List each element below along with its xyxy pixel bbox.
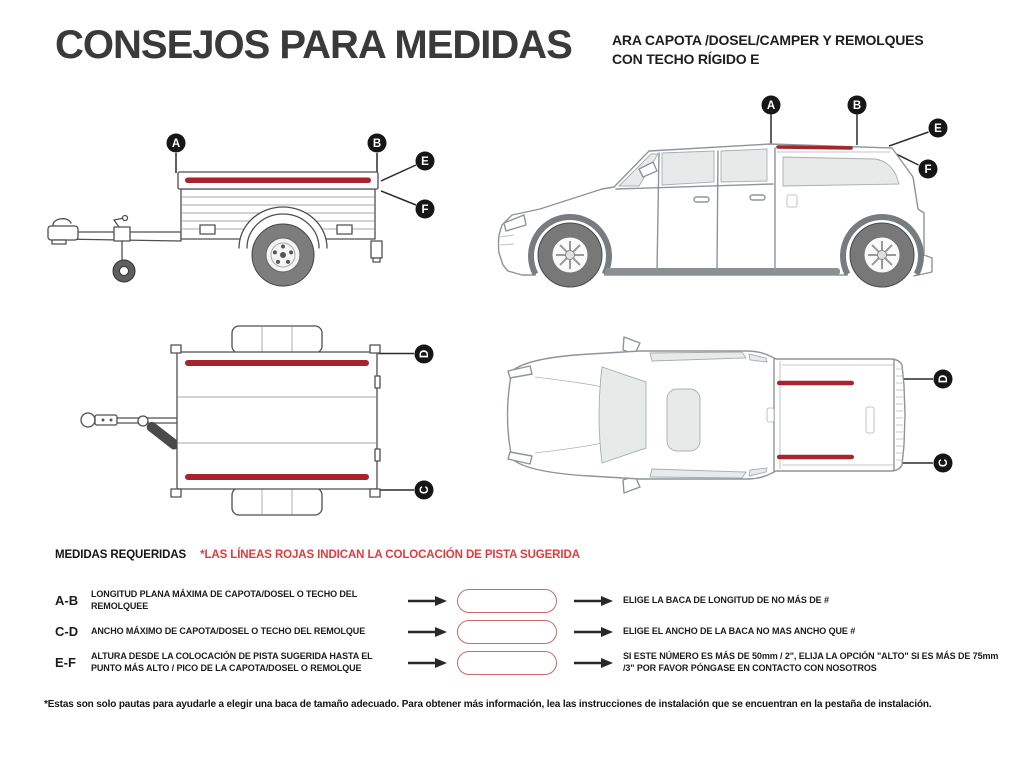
arrow-right-icon	[407, 595, 447, 607]
marker-e-badge	[416, 152, 435, 171]
svg-text:B: B	[852, 100, 862, 113]
svg-text:F: F	[924, 164, 932, 177]
measurement-range-label: C-D	[55, 624, 79, 639]
measurement-row-cd	[55, 616, 1000, 647]
arrow-right-icon	[573, 595, 613, 607]
arrow-right-icon	[407, 626, 447, 638]
page-title: CONSEJOS PARA MEDIDAS	[55, 23, 572, 67]
marker-a-badge	[762, 96, 781, 115]
measurement-row-ab	[55, 585, 1000, 616]
marker-c-badge	[415, 481, 434, 500]
truck-top-art	[508, 337, 906, 493]
suggested-track-line	[185, 178, 371, 184]
truck-side-view-diagram	[490, 85, 980, 310]
page-subtitle	[612, 31, 923, 69]
measurement-row-ef	[55, 647, 1000, 678]
truck-side-art	[499, 144, 933, 287]
marker-connector-lines	[378, 354, 414, 491]
svg-text:C: C	[419, 485, 432, 495]
suggested-track-line	[777, 455, 854, 460]
svg-text:E: E	[934, 123, 942, 136]
marker-e-badge	[929, 119, 948, 138]
measurement-instruction: ELIGE LA BACA DE LONGITUD DE NO MÁS DE #	[623, 594, 829, 605]
measurement-instruction: SI ESTE NÚMERO ES MÁS DE 50mm / 2", ELIJA LA OPCIÓN "ALTO" SI ES MÁS DE 75mm /3" POR FAVOR PÓNGASE EN CONTACTO CON NOSOTROS	[623, 651, 999, 673]
measurement-range-label: A-B	[55, 593, 79, 608]
measurement-write-in-box	[457, 651, 557, 675]
red-lines-note: *LAS LÍNEAS ROJAS INDICAN LA COLOCACIÓN DE PISTA SUGERIDA	[200, 549, 580, 561]
svg-text:F: F	[421, 204, 429, 217]
suggested-track-line	[185, 360, 369, 366]
marker-f-badge	[919, 160, 938, 179]
svg-text:D: D	[419, 349, 432, 359]
measurement-instruction: ELIGE EL ANCHO DE LA BACA NO MAS ANCHO QUE #	[623, 625, 856, 636]
measurements-heading-row	[55, 549, 580, 561]
subtitle-line-1: ARA CAPOTA /DOSEL/CAMPER Y REMOLQUES	[612, 32, 924, 48]
svg-text:A: A	[766, 100, 776, 113]
trailer-side-art	[48, 172, 382, 286]
marker-d-badge	[934, 370, 953, 389]
marker-a-badge	[167, 134, 186, 153]
svg-text:D: D	[938, 374, 951, 384]
measurement-range-label: E-F	[55, 655, 76, 670]
arrow-right-icon	[573, 626, 613, 638]
measurement-write-in-box	[457, 620, 557, 644]
measurement-description: ANCHO MÁXIMO DE CAPOTA/DOSEL O TECHO DEL REMOLQUE	[91, 625, 366, 636]
svg-text:E: E	[421, 156, 429, 169]
trailer-top-art	[81, 326, 380, 515]
footnote: *Estas son solo pautas para ayudarle a elegir una baca de tamaño adecuado. Para obtener más información, lea las instrucciones de instalación que se encuentran en la pestaña de instalación.	[44, 699, 932, 710]
suggested-track-line	[778, 147, 851, 148]
marker-d-badge	[415, 345, 434, 364]
marker-c-badge	[934, 454, 953, 473]
trailer-side-view-diagram	[40, 95, 470, 310]
measurement-description: LONGITUD PLANA MÁXIMA DE CAPOTA/DOSEL O TECHO DEL REMOLQUEE	[91, 589, 357, 611]
svg-text:C: C	[938, 458, 951, 468]
svg-text:A: A	[171, 138, 181, 151]
measurement-description: ALTURA DESDE LA COLOCACIÓN DE PISTA SUGERIDA HASTA EL PUNTO MÁS ALTO / PICO DE LA CAPOTA/DOSEL O REMOLQUE	[91, 651, 373, 673]
marker-f-badge	[416, 200, 435, 219]
marker-b-badge	[368, 134, 387, 153]
marker-b-badge	[848, 96, 867, 115]
measurement-write-in-box	[457, 589, 557, 613]
arrow-right-icon	[407, 657, 447, 669]
suggested-track-line	[777, 381, 854, 386]
svg-text:B: B	[372, 138, 382, 151]
trailer-top-view-diagram	[40, 320, 470, 525]
subtitle-line-2: CON TECHO RÍGIDO E	[612, 51, 760, 67]
measurements-heading: MEDIDAS REQUERIDAS	[55, 549, 187, 561]
suggested-track-line	[185, 474, 369, 480]
measurement-rows	[55, 585, 1000, 678]
truck-top-view-diagram	[490, 325, 980, 525]
arrow-right-icon	[573, 657, 613, 669]
